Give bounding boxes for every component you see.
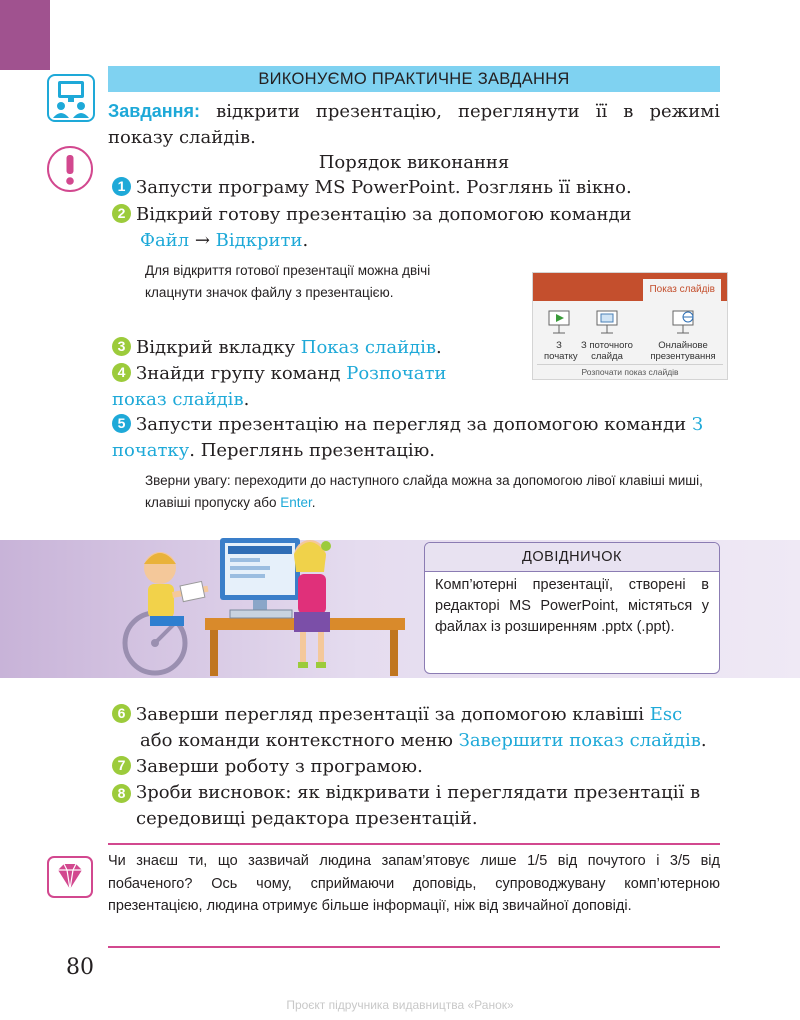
key-enter: Enter xyxy=(280,495,312,510)
step-text-end: . Переглянь презентацію. xyxy=(189,440,436,461)
menu-command-open: Відкрити xyxy=(215,230,303,251)
reference-box xyxy=(424,542,720,674)
step-7 xyxy=(112,754,720,780)
command-end-slideshow: Завершити показ слайдів xyxy=(458,730,701,751)
note-navigation xyxy=(145,470,720,514)
projector-globe-icon xyxy=(668,307,698,337)
punctuation: . xyxy=(243,389,250,410)
practice-computer-icon xyxy=(47,74,95,122)
note-open-file: Для відкриття готової презентації можна двічі клацнути значок файлу з презентацією. xyxy=(145,263,431,300)
step-number: 6 xyxy=(112,704,131,723)
from-current-slide-button xyxy=(577,307,637,362)
ribbon-separator xyxy=(537,364,723,365)
note-text: Зверни увагу: переходити до наступного слайда можна за допомогою лівої клавіші миші, клавіші пропуску або xyxy=(145,473,703,510)
step-number: 5 xyxy=(112,414,131,433)
command-from-beginning: З початку xyxy=(112,414,704,461)
section-title: ВИКОНУЄМО ПРАКТИЧНЕ ЗАВДАННЯ xyxy=(108,66,720,92)
step-number: 3 xyxy=(112,337,131,356)
ribbon-group-label: Розпочати показ слайдів xyxy=(581,367,679,377)
step-4 xyxy=(112,361,502,413)
step-text: Відкрий готову презентацію за допомогою команди xyxy=(136,204,632,225)
menu-command-file: Файл xyxy=(140,230,190,251)
diamond-icon xyxy=(47,856,93,898)
punctuation: . xyxy=(700,730,707,751)
footer-publisher: Проєкт підручника видавництва «Ранок» xyxy=(286,998,514,1012)
step-text: Відкрий вкладку xyxy=(136,337,296,358)
step-8 xyxy=(112,780,720,832)
button-label: Онлайнове презентування xyxy=(650,340,716,362)
punctuation: . xyxy=(302,230,309,251)
rule-bottom xyxy=(108,946,720,948)
task-label: Завдання: xyxy=(108,101,201,121)
step-6-cont xyxy=(140,728,720,754)
from-beginning-button xyxy=(535,307,583,362)
children-at-computer-illustration xyxy=(110,528,410,678)
step-text: Знайди групу команд xyxy=(136,363,341,384)
reference-title: ДОВІДНИЧОК xyxy=(425,543,719,572)
ribbon-tab-slideshow: Показ слайдів xyxy=(643,279,721,301)
ribbon-screenshot xyxy=(532,272,728,380)
step-text: Зроби висновок: як відкривати і переглядати презентації в середовищі редактора презентацій. xyxy=(136,782,701,829)
step-number: 1 xyxy=(112,177,131,196)
step-text: Заверши перегляд презентації за допомогою клавіші xyxy=(136,704,645,725)
command-start-slideshow-group: Розпочати показ слайдів xyxy=(112,363,447,410)
step-1 xyxy=(112,175,720,201)
reference-text: Комп’ютерні презентації, створені в редакторі MS PowerPoint, містяться у файлах із розширенням .pptx (.ppt). xyxy=(435,577,709,635)
projector-play-icon xyxy=(544,307,574,337)
step-number: 2 xyxy=(112,204,131,223)
procedure-title: Порядок виконання xyxy=(318,152,510,173)
task-paragraph xyxy=(108,98,720,151)
step-6 xyxy=(112,702,720,728)
step-number: 4 xyxy=(112,363,131,382)
rule-top xyxy=(108,843,720,845)
corner-tab xyxy=(0,0,50,70)
page-number: 80 xyxy=(66,955,94,980)
step-2 xyxy=(112,202,720,228)
command-slideshow-tab: Показ слайдів xyxy=(300,337,437,358)
online-presentation-button xyxy=(641,307,725,362)
step-text: Заверши роботу з програмою. xyxy=(136,756,423,777)
button-label: З початку xyxy=(544,340,578,362)
key-esc: Esc xyxy=(649,704,683,725)
step-3 xyxy=(112,335,512,361)
step-text: або команди контекстного меню xyxy=(140,730,453,751)
exclamation-icon xyxy=(47,146,93,192)
task-text: відкрити презентацію, переглянути її в режимі показу слайдів. xyxy=(108,101,720,148)
step-number: 7 xyxy=(112,756,131,775)
punctuation: . xyxy=(311,495,316,510)
step-text: Запусти презентацію на перегляд за допомогою команди xyxy=(136,414,687,435)
projector-slide-icon xyxy=(592,307,622,337)
step-number: 8 xyxy=(112,784,131,803)
button-label: З поточного слайда xyxy=(581,340,633,362)
did-you-know-text: Чи знаєш ти, що зазвичай людина запам’ятовує лише 1/5 від почутого і 3/5 від побаченого? Ось чому, сприймаючи доповідь, супроводжувану комп’ютерною презентацією, людина отримує більше інформації, ніж від звичайної доповіді. xyxy=(108,853,720,914)
step-text: Запусти програму MS PowerPoint. Розглянь її вікно. xyxy=(136,177,632,198)
step-2-commands xyxy=(140,228,308,254)
arrow-icon: → xyxy=(194,230,210,251)
punctuation: . xyxy=(436,337,442,358)
step-5 xyxy=(112,412,720,464)
